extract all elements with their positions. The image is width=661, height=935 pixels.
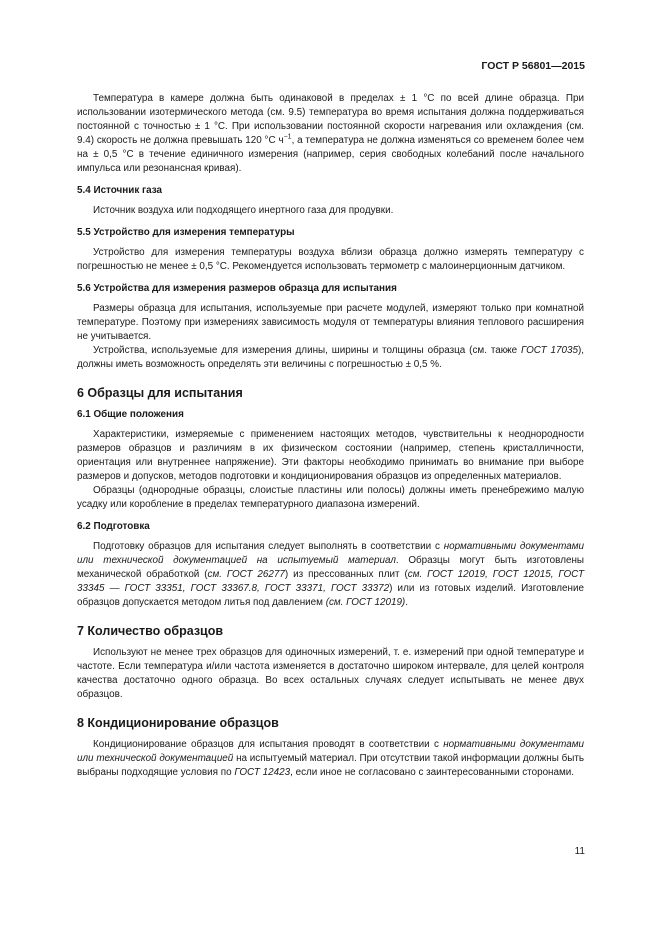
paragraph-8: Кондиционирование образцов для испытания проводят в соответствии с нормативными документами или технической документацией на испытуемый материал. При отсутствии такой информации должны быть выбраны подходящие условия по ГОСТ 12423, если иное не согласовано с заинтересованными сторонами. xyxy=(77,739,584,778)
subsection-6-2-title: 6.2 Подготовка xyxy=(77,521,150,532)
paragraph-5-6b: Устройства, используемые для измерения длины, ширины и толщины образца (см. также ГОСТ 17035), должны иметь возможность определять эти величины с погрешностью ± 0,5 %. xyxy=(77,345,585,370)
subsection-5-6-title: 5.6 Устройства для измерения размеров образца для испытания xyxy=(77,283,397,294)
section-7-title: 7 Количество образцов xyxy=(77,624,224,638)
section-6-title: 6 Образцы для испытания xyxy=(77,386,243,400)
subsection-5-4-title: 5.4 Источник газа xyxy=(77,185,163,196)
paragraph-6-1a: Характеристики, измеряемые с применением настоящих методов, чувствительны к неоднородности размеров образцов и различиям в их физическом состоянии (например, степень кристалличности, ориентация или внутреннее напряжение). Эти факторы необходимо принимать во внимание при выборе размеров и допусков, методов подготовки и кондиционирования образцов из определенных материалов. xyxy=(77,429,584,482)
paragraph-5-5: Устройство для измерения температуры воздуха вблизи образца должно измерять температуру с погрешностью не менее ± 0,5 °С. Рекомендуется использовать термометр с малоинерционным датчиком. xyxy=(77,247,584,272)
paragraph-6-2: Подготовку образцов для испытания следует выполнять в соответствии с нормативными документами или технической документацией на испытуемый материал. Образцы могут быть изготовлены механической обработкой (см. ГОСТ 26277) из прессованных плит (см. ГОСТ 12019, ГОСТ 12015, ГОСТ 33345 — ГОСТ 33351, ГОСТ 33367.8, ГОСТ 33371, ГОСТ 33372) или из готовых изделий. Изготовление образцов допускается методом литья под давлением (см. ГОСТ 12019). xyxy=(77,541,584,608)
subsection-5-5-title: 5.5 Устройство для измерения температуры xyxy=(77,227,295,238)
subsection-6-1-title: 6.1 Общие положения xyxy=(77,409,184,420)
section-8-title: 8 Кондиционирование образцов xyxy=(77,716,279,730)
paragraph-5-6a: Размеры образца для испытания, используемые при расчете модулей, измеряют только при комнатной температуре. Поэтому при измерениях зависимость модуля от температуры влияния теплового расширения не учитывается. xyxy=(77,303,584,342)
document-header: ГОСТ Р 56801—2015 xyxy=(481,60,585,72)
paragraph-5-4: Источник воздуха или подходящего инертного газа для продувки. xyxy=(93,205,394,216)
paragraph-6-1b: Образцы (однородные образцы, слоистые пластины или полосы) должны иметь пренебрежимо малую усадку или коробление в пределах температурного диапазона измерений. xyxy=(77,485,584,510)
document-body xyxy=(77,92,584,780)
page-number: 11 xyxy=(574,846,585,857)
paragraph-temperature: Температура в камере должна быть одинаковой в пределах ± 1 °С по всей длине образца. При использовании изотермического метода (см. 9.5) температура во время испытания должна поддерживаться постоянной с точностью ± 1 °С. При использовании постоянной скорости нагревания или охлаждения (см. 9.4) скорость не должна превышать 120 °С $ч^{-1}$, а температура не должна изменяться со временем более чем на ± 0,5 °С в течение единичного измерения (например, серия свободных колебаний после начального импульса или резонансная кривая). xyxy=(77,93,584,174)
paragraph-7: Используют не менее трех образцов для одиночных измерений, т. е. измерений при одной температуре и частоте. Если температура и/или частота изменяется в достаточно широком интервале, для целей контроля качества достаточно одного образца. Во всех остальных случаях следует испытывать не менее двух образцов. xyxy=(77,647,584,700)
